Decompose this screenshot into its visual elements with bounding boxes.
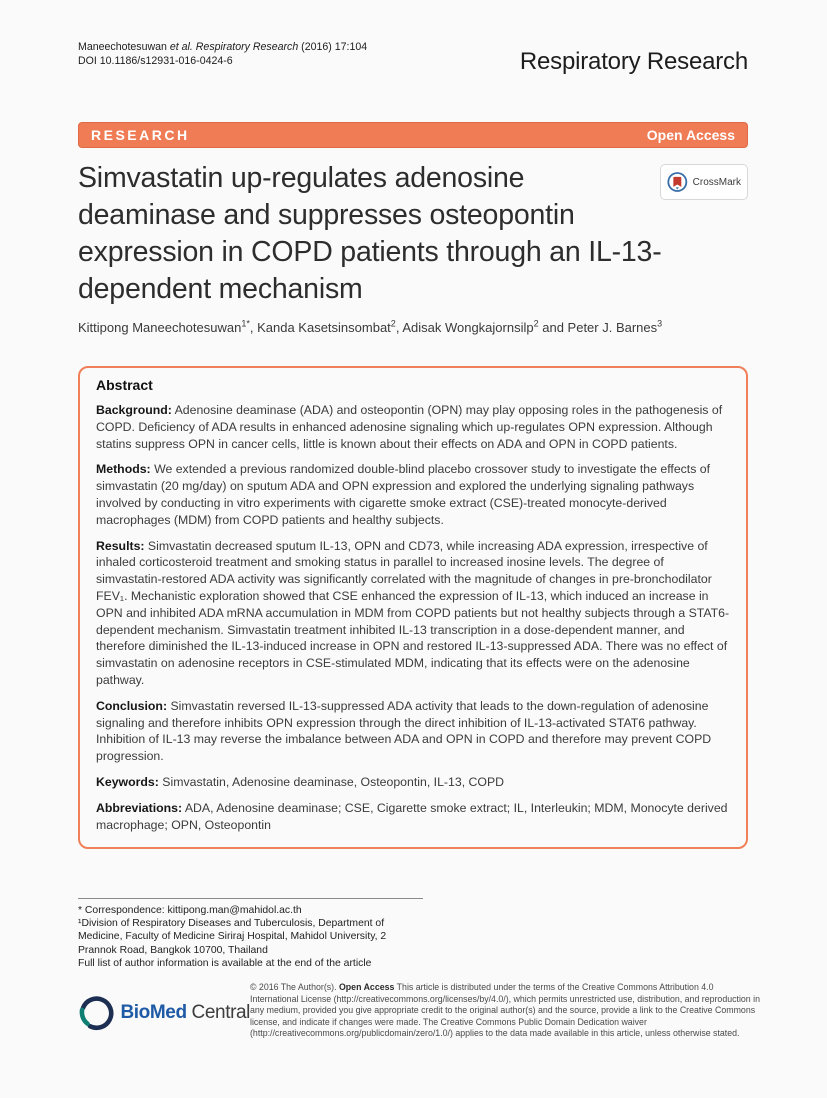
section-label: Conclusion: bbox=[96, 698, 168, 713]
abstract-methods bbox=[96, 461, 730, 528]
banner-open-access-label: Open Access bbox=[646, 127, 735, 143]
bmc-logo-central: Central bbox=[186, 1001, 250, 1023]
copyright-open-access: Open Access bbox=[338, 982, 395, 992]
article-type-banner bbox=[78, 122, 748, 148]
header-citation bbox=[78, 40, 367, 68]
section-text: We extended a previous randomized double-blind placebo crossover study to investigate the effects of simvastatin (20 mg/day) on sputum ADA and OPN expression and explored the underlying signaling pathways involved by conducting in vitro experiments with cigarette smoke extract (CSE)-treated monocyte-derived macrophages (MDM) from COPD patients and healthy subjects. bbox=[96, 462, 711, 527]
author: Kittipong Maneechotesuwan$^{1*}$, bbox=[78, 319, 258, 336]
citation-journal-italic: et al. Respiratory Research bbox=[169, 41, 299, 53]
correspondence-email-link[interactable]: kittipong.man@mahidol.ac.th bbox=[167, 905, 302, 916]
banner-research-label: RESEARCH bbox=[91, 127, 190, 143]
citation-author: Maneechotesuwan bbox=[78, 41, 170, 53]
author-affiliation-sup: 1* bbox=[241, 319, 250, 329]
section-text: Simvastatin reversed IL-13-suppressed ADA activity that leads to the down-regulation of adenosine signaling and therefore inhibits OPN expression through the direct inhibition of IL-13-activated STAT6 pathway. Inhibition of IL-13 may reverse the imbalance between ADA and OPN in COPD and therefore may prevent COPD progression. bbox=[96, 698, 712, 764]
abstract-results bbox=[96, 538, 730, 689]
section-text: Adenosine deaminase (ADA) and osteopontin (OPN) may play opposing roles in the pathogenesis of COPD. Deficiency of ADA results in enhanced adenosine signaling which up-regulates OPN expression. Although statins suppress OPN in cancer cells, little is known about their effects on ADA and OPN in COPD patients. bbox=[96, 403, 723, 451]
author: Peter J. Barnes$^3$ bbox=[567, 319, 663, 336]
bmc-logo-icon bbox=[78, 994, 114, 1032]
author: Kanda Kasetsinsombat$^2$, bbox=[257, 319, 403, 336]
bmc-logo bbox=[78, 982, 250, 1040]
abstract-heading: Abstract bbox=[96, 377, 153, 393]
author: Adisak Wongkajornsilp$^2$ and bbox=[402, 319, 568, 336]
title-block bbox=[78, 160, 748, 308]
author-affiliation-sup: 2 bbox=[533, 319, 539, 329]
copyright-prefix: © 2016 The Author(s). bbox=[250, 982, 339, 992]
author-info-note: Full list of author information is available at the end of the article bbox=[78, 957, 372, 969]
section-text: ADA, Adenosine deaminase; CSE, Cigarette smoke extract; IL, Interleukin; MDM, Monocyte derived macrophage; OPN, Osteopontin bbox=[96, 800, 728, 832]
section-label: Methods: bbox=[96, 462, 151, 477]
abstract-box bbox=[78, 366, 748, 849]
author-line bbox=[78, 319, 748, 335]
author-affiliation-sup: 3 bbox=[657, 319, 663, 329]
journal-title: Respiratory Research bbox=[519, 48, 748, 75]
crossmark-icon bbox=[667, 169, 688, 195]
section-text: Simvastatin decreased sputum IL-13, OPN and CD73, while increasing ADA expression, irrespective of inhaled corticosteroid treatment and smoking status in parallel to increased inosine levels. The degree of simvastatin-restored ADA activity was significantly correlated with the magnitude of changes in pre-bronchodilator FEV₁. Mechanistic exploration showed that CSE enhanced the expression of IL-13, which induced an increase in OPN and inhibited ADA mRNA accumulation in MDM from COPD patients but not healthy subjects through a STAT6-dependent mechanism. Simvastatin treatment inhibited IL-13 transcription in a dose-dependent manner, and therefore diminished the IL-13-induced increase in OPN and restored IL-13-suppressed ADA. There was no effect of simvastatin on adenosine receptors in CSE-stimulated MDM, indicating that its effects were on the adenosine pathway. bbox=[96, 538, 730, 687]
crossmark-badge[interactable] bbox=[660, 164, 748, 200]
author-affiliation-sup: 2 bbox=[390, 319, 396, 329]
citation-line bbox=[78, 40, 367, 54]
copyright-text bbox=[250, 982, 762, 1040]
copyright-body: This article is distributed under the terms of the Creative Commons Attribution 4.0 International License (http://creativecommons.org/licenses/by/4.0/), which permits unrestricted use, distribution, and reproduction in any medium, provided you give appropriate credit to the original author(s) and the source, provide a link to the Creative Commons license, and indicate if changes were made. The Creative Commons Public Domain Dedication waiver (http://creativecommons.org/publicdomain/zero/1.0/) applies to the data made available in this article, unless otherwise stated. bbox=[250, 982, 760, 1039]
section-label: Keywords: bbox=[96, 774, 159, 789]
section-label: Background: bbox=[96, 403, 172, 417]
affiliation-note: ¹Division of Respiratory Diseases and Tuberculosis, Department of Medicine, Faculty of Medicine Siriraj Hospital, Mahidol University, 2 Prannok Road, Bangkok 10700, Thailand bbox=[78, 918, 387, 956]
correspondence-note bbox=[78, 904, 423, 917]
abstract-keywords bbox=[96, 774, 730, 791]
crossmark-label: CrossMark bbox=[692, 176, 741, 188]
footnote-block bbox=[78, 898, 423, 970]
citation-volume: (2016) 17:104 bbox=[298, 41, 368, 53]
section-label: Abbreviations: bbox=[96, 800, 183, 815]
abstract-background bbox=[96, 402, 730, 452]
article-title: Simvastatin up-regulates adenosine deaminase and suppresses osteopontin expression in COPD patients through an IL-13-dependent mechanism bbox=[78, 162, 662, 305]
bmc-logo-text bbox=[120, 1002, 250, 1024]
abstract-conclusion bbox=[96, 698, 730, 765]
publisher-footer bbox=[78, 982, 762, 1040]
section-label: Results: bbox=[96, 538, 145, 553]
section-text: Simvastatin, Adenosine deaminase, Osteopontin, IL-13, COPD bbox=[158, 774, 505, 789]
bmc-logo-biomed: BioMed bbox=[120, 1001, 187, 1023]
abstract-abbreviations bbox=[96, 800, 730, 834]
doi-line: DOI 10.1186/s12931-016-0424-6 bbox=[78, 55, 233, 67]
correspondence-label: * Correspondence: bbox=[78, 905, 168, 916]
